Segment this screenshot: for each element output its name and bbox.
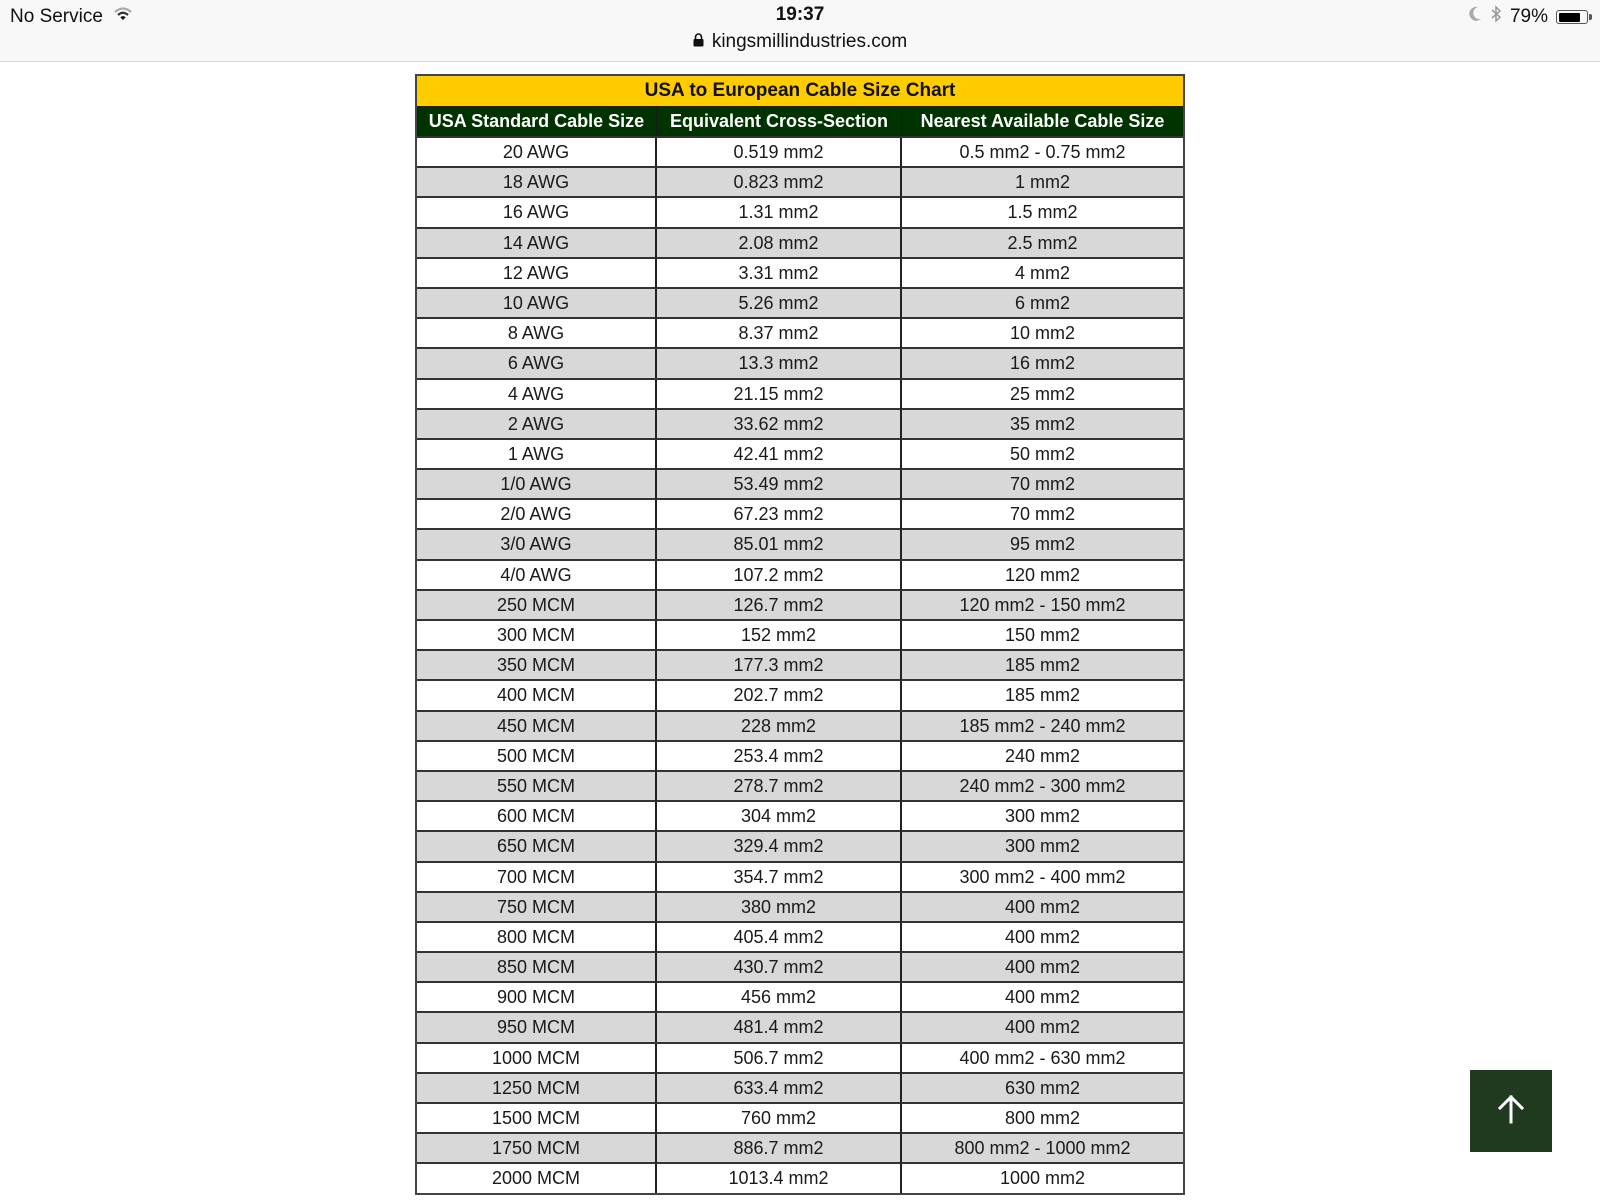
cell-cross-section: 3.31 mm2 [657,259,902,288]
table-row [417,1132,1183,1162]
cell-nearest-size: 185 mm2 - 240 mm2 [959,715,1126,736]
cell-usa-size: 1 AWG [417,440,657,469]
cell-nearest-size: 185 mm2 [1004,685,1081,706]
cell-nearest-size: 6 mm2 [1014,292,1070,313]
column-header-usa-size: USA Standard Cable Size [417,107,657,136]
table-row [417,347,1183,377]
cell-usa-size: 450 MCM [417,712,657,741]
column-header-cross-section: Equivalent Cross-Section [657,107,902,136]
table-row [417,679,1183,709]
cell-cross-section: 152 mm2 [657,621,902,650]
cell-cross-section: 5.26 mm2 [657,289,902,318]
table-row [417,1011,1183,1041]
cell-cross-section: 33.62 mm2 [657,410,902,439]
cell-nearest-size: 400 mm2 [1004,987,1081,1008]
cell-cross-section: 0.519 mm2 [657,138,902,167]
cell-nearest-size: 120 mm2 - 150 mm2 [959,594,1126,615]
cell-usa-size: 550 MCM [417,772,657,801]
cell-nearest-size: 300 mm2 [1004,836,1081,857]
cell-cross-section: 278.7 mm2 [657,772,902,801]
cell-cross-section: 456 mm2 [657,983,902,1012]
cell-usa-size: 18 AWG [417,168,657,197]
cell-nearest-size: 240 mm2 [1004,745,1081,766]
cell-cross-section: 1.31 mm2 [657,198,902,227]
cell-nearest-size: 1 mm2 [1014,172,1070,193]
table-row [417,619,1183,649]
cell-usa-size: 700 MCM [417,863,657,892]
cell-nearest-size: 150 mm2 [1004,625,1081,645]
cell-nearest-size: 300 mm2 - 400 mm2 [959,866,1126,887]
cell-usa-size: 1750 MCM [417,1134,657,1163]
battery-level-fill [1559,13,1580,22]
cell-nearest-size: 400 mm2 [1004,1017,1081,1038]
cell-nearest-size: 120 mm2 [1004,564,1081,585]
table-row [417,528,1183,558]
table-row [417,740,1183,770]
cell-usa-size: 800 MCM [417,923,657,952]
cell-usa-size: 600 MCM [417,802,657,831]
cell-nearest-size: 10 mm2 [1009,323,1076,344]
table-row [417,951,1183,981]
table-row [417,891,1183,921]
cell-cross-section: 506.7 mm2 [657,1044,902,1073]
table-row [417,559,1183,589]
status-right [1468,5,1588,29]
cell-usa-size: 1500 MCM [417,1104,657,1133]
moon-icon [1468,6,1482,28]
table-row [417,830,1183,860]
cell-cross-section: 760 mm2 [657,1104,902,1133]
cell-usa-size: 750 MCM [417,893,657,922]
table-row [417,800,1183,830]
table-row [417,227,1183,257]
cell-usa-size: 350 MCM [417,651,657,680]
cell-usa-size: 650 MCM [417,832,657,861]
cell-cross-section: 886.7 mm2 [657,1134,902,1163]
table-row [417,649,1183,679]
cell-nearest-size: 800 mm2 [1004,1108,1081,1128]
cell-cross-section: 1013.4 mm2 [657,1164,902,1193]
cell-usa-size: 2 AWG [417,410,657,439]
cell-usa-size: 4/0 AWG [417,561,657,590]
cell-cross-section: 0.823 mm2 [657,168,902,197]
table-row [417,1042,1183,1072]
cell-nearest-size: 16 mm2 [1009,353,1076,374]
cell-cross-section: 202.7 mm2 [657,681,902,710]
cell-usa-size: 16 AWG [417,198,657,227]
cell-nearest-size: 300 mm2 [1004,806,1081,827]
cell-nearest-size: 400 mm2 [1004,896,1081,917]
status-bar [0,0,1600,62]
cell-usa-size: 3/0 AWG [417,530,657,559]
cell-cross-section: 2.08 mm2 [657,229,902,258]
cell-cross-section: 67.23 mm2 [657,500,902,529]
table-row [417,378,1183,408]
cell-cross-section: 329.4 mm2 [657,832,902,861]
cell-nearest-size: 50 mm2 [1009,443,1076,464]
cell-nearest-size: 400 mm2 [1004,926,1081,947]
cell-usa-size: 4 AWG [417,380,657,409]
cell-nearest-size: 240 mm2 - 300 mm2 [959,775,1126,796]
cell-nearest-size: 400 mm2 [1004,957,1081,978]
cell-usa-size: 6 AWG [417,349,657,378]
table-row [417,921,1183,951]
table-row [417,317,1183,347]
cell-nearest-size: 185 mm2 [1004,655,1081,676]
cell-nearest-size: 70 mm2 [1009,504,1076,525]
table-row [417,1102,1183,1132]
table-row [417,468,1183,498]
table-row [417,1162,1183,1192]
cell-usa-size: 12 AWG [417,259,657,288]
cell-cross-section: 405.4 mm2 [657,923,902,952]
cell-nearest-size: 1000 mm2 [999,1168,1086,1189]
cell-cross-section: 13.3 mm2 [657,349,902,378]
cell-cross-section: 380 mm2 [657,893,902,922]
cell-cross-section: 481.4 mm2 [657,1013,902,1042]
table-row [417,498,1183,528]
cell-cross-section: 21.15 mm2 [657,380,902,409]
cell-usa-size: 400 MCM [417,681,657,710]
cell-usa-size: 300 MCM [417,621,657,650]
cell-usa-size: 10 AWG [417,289,657,318]
cell-cross-section: 633.4 mm2 [657,1074,902,1103]
cell-cross-section: 177.3 mm2 [657,651,902,680]
table-row [417,438,1183,468]
table-row [417,589,1183,619]
bluetooth-icon [1490,5,1502,29]
cable-size-table [415,74,1185,1195]
cell-usa-size: 850 MCM [417,953,657,982]
cell-nearest-size: 4 mm2 [1014,262,1070,283]
clock: 19:37 [775,4,825,25]
cell-nearest-size: 630 mm2 [1004,1077,1081,1098]
cell-usa-size: 1000 MCM [417,1044,657,1073]
cell-usa-size: 2000 MCM [417,1164,657,1193]
cell-cross-section: 8.37 mm2 [657,319,902,348]
cell-nearest-size: 2.5 mm2 [1007,232,1078,253]
table-row [417,196,1183,226]
cell-cross-section: 42.41 mm2 [657,440,902,469]
cell-cross-section: 304 mm2 [657,802,902,831]
cell-usa-size: 2/0 AWG [417,500,657,529]
table-row [417,861,1183,891]
table-header-row [417,107,1183,136]
url-text: kingsmillindustries.com [711,31,908,52]
cell-cross-section: 85.01 mm2 [657,530,902,559]
cell-usa-size: 14 AWG [417,229,657,258]
cell-nearest-size: 800 mm2 - 1000 mm2 [954,1138,1131,1159]
cell-nearest-size: 25 mm2 [1009,383,1076,404]
battery-icon [1556,10,1588,24]
table-title: USA to European Cable Size Chart [417,76,1183,107]
carrier-label: No Service [10,6,103,27]
battery-percent: 79% [1509,6,1548,27]
cell-nearest-size: 95 mm2 [1009,534,1076,555]
cell-usa-size: 20 AWG [417,138,657,167]
cell-cross-section: 253.4 mm2 [657,742,902,771]
table-row [417,408,1183,438]
arrow-up-icon [1497,1094,1525,1129]
table-row [417,166,1183,196]
cell-cross-section: 126.7 mm2 [657,591,902,620]
address-bar[interactable] [0,31,1600,53]
cell-nearest-size: 35 mm2 [1009,413,1076,434]
table-row [417,136,1183,166]
cell-usa-size: 500 MCM [417,742,657,771]
cell-usa-size: 250 MCM [417,591,657,620]
cell-nearest-size: 0.5 mm2 - 0.75 mm2 [959,142,1126,162]
cell-cross-section: 107.2 mm2 [657,561,902,590]
table-body [417,136,1183,1193]
cell-usa-size: 950 MCM [417,1013,657,1042]
back-to-top-button[interactable] [1470,1070,1552,1152]
table-row [417,710,1183,740]
cell-nearest-size: 1.5 mm2 [1007,202,1078,223]
cell-nearest-size: 70 mm2 [1009,474,1076,495]
cell-cross-section: 430.7 mm2 [657,953,902,982]
cell-usa-size: 1250 MCM [417,1074,657,1103]
table-row [417,981,1183,1011]
cell-usa-size: 8 AWG [417,319,657,348]
cell-nearest-size: 400 mm2 - 630 mm2 [959,1047,1126,1068]
table-row [417,770,1183,800]
cell-usa-size: 1/0 AWG [417,470,657,499]
cell-cross-section: 228 mm2 [657,712,902,741]
table-row [417,287,1183,317]
table-row [417,257,1183,287]
table-row [417,1072,1183,1102]
column-header-nearest-size: Nearest Available Cable Size [920,111,1165,131]
cell-cross-section: 354.7 mm2 [657,863,902,892]
lock-icon [693,31,704,53]
cell-cross-section: 53.49 mm2 [657,470,902,499]
cell-usa-size: 900 MCM [417,983,657,1012]
